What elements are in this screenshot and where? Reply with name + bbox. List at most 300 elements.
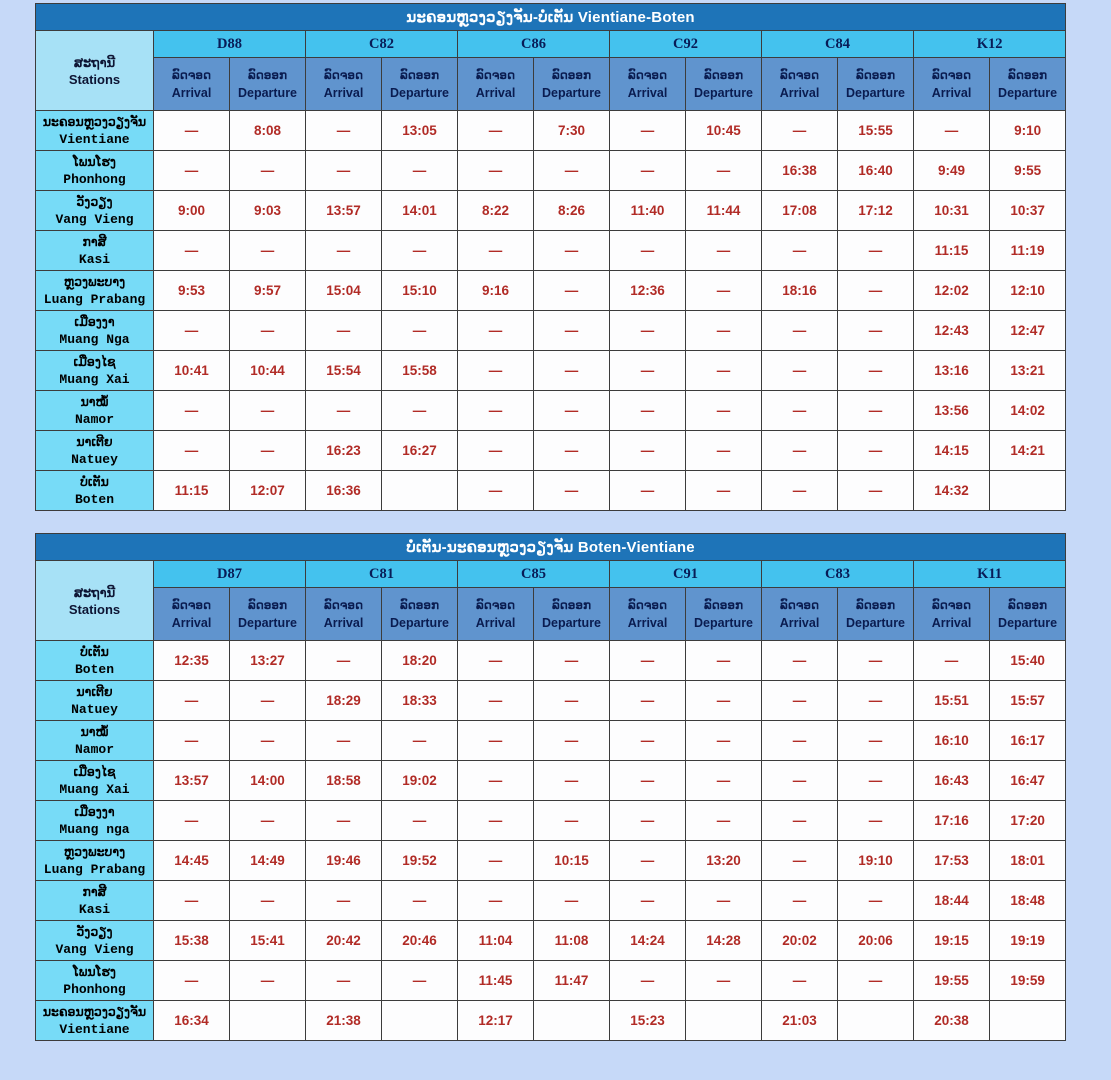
time-cell: — (610, 721, 686, 761)
time-cell: — (762, 431, 838, 471)
arrival-label-lao: ລົດຈອດ (932, 598, 971, 612)
time-cell: 19:15 (914, 921, 990, 961)
stations-column-header (36, 561, 154, 641)
departure-header (534, 588, 610, 641)
time-cell: 12:17 (458, 1001, 534, 1041)
stations-label-lao: ສະຖານີ (73, 54, 116, 70)
station-name-cell (36, 1001, 154, 1041)
arrival-label-english: Arrival (475, 616, 516, 630)
time-cell: 12:47 (990, 311, 1066, 351)
time-cell: — (458, 391, 534, 431)
time-cell: 14:02 (990, 391, 1066, 431)
train-number-header: C81 (306, 561, 458, 588)
arrival-label-english: Arrival (475, 86, 516, 100)
time-cell: — (838, 311, 914, 351)
station-name-lao: ເມືອງໄຊ (73, 764, 116, 779)
time-cell: 19:46 (306, 841, 382, 881)
time-cell: 16:17 (990, 721, 1066, 761)
departure-label-english: Departure (237, 616, 298, 630)
time-cell: — (762, 311, 838, 351)
time-cell: — (762, 841, 838, 881)
station-name-english: Muang Xai (59, 371, 130, 387)
time-cell: — (610, 311, 686, 351)
time-cell: — (306, 961, 382, 1001)
arrival-label-lao: ລົດຈອດ (172, 68, 211, 82)
time-cell: — (230, 151, 306, 191)
station-name-english: Vang Vieng (55, 211, 134, 227)
station-name-cell (36, 151, 154, 191)
time-cell: 17:16 (914, 801, 990, 841)
time-cell: 13:56 (914, 391, 990, 431)
table-title-boten-vientiane: ບໍ່ເຕັນ-ນະຄອນຫຼວງວຽງຈັນ Boten-Vientiane (36, 534, 1066, 561)
time-cell: 9:03 (230, 191, 306, 231)
station-name-lao: ຫຼວງພະບາງ (63, 274, 126, 289)
time-cell: — (306, 721, 382, 761)
time-cell: — (534, 471, 610, 511)
time-cell: 20:02 (762, 921, 838, 961)
time-cell: — (154, 391, 230, 431)
train-number-header: C92 (610, 31, 762, 58)
time-cell: — (686, 681, 762, 721)
time-cell: 13:20 (686, 841, 762, 881)
time-cell: 21:38 (306, 1001, 382, 1041)
time-cell: 16:40 (838, 151, 914, 191)
time-cell: 10:44 (230, 351, 306, 391)
station-name-lao: ໂພນໂຮງ (73, 964, 116, 979)
station-name-lao: ເມືອງໄຊ (73, 354, 116, 369)
time-cell: 9:00 (154, 191, 230, 231)
time-cell: — (458, 111, 534, 151)
time-cell: — (154, 151, 230, 191)
station-name-lao: ເມືອງງາ (74, 314, 115, 329)
station-name-cell (36, 111, 154, 151)
station-name-cell (36, 681, 154, 721)
time-cell: — (458, 761, 534, 801)
time-cell: 13:16 (914, 351, 990, 391)
time-cell: 13:57 (306, 191, 382, 231)
station-name-cell (36, 881, 154, 921)
station-row-muang-xai (36, 761, 1066, 801)
station-row-vang-vieng (36, 191, 1066, 231)
time-cell: — (762, 111, 838, 151)
time-cell: 17:08 (762, 191, 838, 231)
time-cell: 12:43 (914, 311, 990, 351)
arrival-label-english: Arrival (171, 86, 212, 100)
time-cell: — (686, 961, 762, 1001)
time-cell: 8:08 (230, 111, 306, 151)
time-cell: — (230, 311, 306, 351)
time-cell: 15:38 (154, 921, 230, 961)
time-cell: — (458, 431, 534, 471)
station-name-english: Vientiane (59, 1021, 130, 1037)
time-cell: 16:47 (990, 761, 1066, 801)
time-cell: — (762, 721, 838, 761)
time-cell: — (686, 801, 762, 841)
arrival-header (458, 58, 534, 111)
departure-header (686, 588, 762, 641)
arrival-label-lao: ລົດຈອດ (628, 68, 667, 82)
time-cell: — (838, 391, 914, 431)
time-cell: — (534, 431, 610, 471)
station-name-english: Phonhong (63, 171, 126, 187)
station-name-english: Boten (74, 491, 114, 507)
time-cell: 11:47 (534, 961, 610, 1001)
time-cell: — (534, 351, 610, 391)
time-cell: 16:36 (306, 471, 382, 511)
time-cell: 19:59 (990, 961, 1066, 1001)
station-name-lao: ນະຄອນຫຼວງວຽງຈັນ (42, 1004, 147, 1019)
time-cell: — (610, 801, 686, 841)
time-cell: — (230, 681, 306, 721)
time-cell: — (610, 961, 686, 1001)
time-cell: 9:16 (458, 271, 534, 311)
station-row-vang-vieng (36, 921, 1066, 961)
arrival-label-english: Arrival (931, 86, 972, 100)
departure-header (990, 58, 1066, 111)
timetable-boten-vientiane (35, 533, 1066, 1041)
time-cell: 16:10 (914, 721, 990, 761)
time-cell: 7:30 (534, 111, 610, 151)
time-cell (686, 1001, 762, 1041)
time-cell: 15:23 (610, 1001, 686, 1041)
station-name-cell (36, 761, 154, 801)
arrival-label-lao: ລົດຈອດ (476, 598, 515, 612)
time-cell: 18:48 (990, 881, 1066, 921)
train-number-header: C85 (458, 561, 610, 588)
station-name-cell (36, 471, 154, 511)
train-number-header: C83 (762, 561, 914, 588)
time-cell: — (838, 721, 914, 761)
time-cell: 11:45 (458, 961, 534, 1001)
table-title-vientiane-boten: ນະຄອນຫຼວງວຽງຈັນ-ບໍ່ເຕັນ Vientiane-Boten (36, 4, 1066, 31)
time-cell: 12:07 (230, 471, 306, 511)
time-cell: 18:58 (306, 761, 382, 801)
station-name-english: Muang Xai (59, 781, 130, 797)
time-cell: 20:46 (382, 921, 458, 961)
time-cell: 13:27 (230, 641, 306, 681)
time-cell: 13:21 (990, 351, 1066, 391)
time-cell: — (230, 881, 306, 921)
arrival-label-english: Arrival (323, 616, 364, 630)
station-row-natuey (36, 431, 1066, 471)
train-number-header: C91 (610, 561, 762, 588)
train-number-header: K11 (914, 561, 1066, 588)
station-name-lao: ນາໝໍ້ (80, 724, 109, 739)
time-cell: — (382, 311, 458, 351)
time-cell (990, 1001, 1066, 1041)
time-cell: — (154, 801, 230, 841)
time-cell: — (534, 271, 610, 311)
time-cell: — (838, 761, 914, 801)
time-cell: — (306, 801, 382, 841)
station-name-cell (36, 641, 154, 681)
departure-header (382, 58, 458, 111)
time-cell: 17:20 (990, 801, 1066, 841)
time-cell: — (534, 881, 610, 921)
time-cell: — (534, 721, 610, 761)
time-cell: 16:34 (154, 1001, 230, 1041)
time-cell: 12:10 (990, 271, 1066, 311)
time-cell: 15:04 (306, 271, 382, 311)
time-cell: — (306, 391, 382, 431)
station-name-lao: ເມືອງງາ (74, 804, 115, 819)
station-name-english: Boten (74, 661, 114, 677)
time-cell: 9:57 (230, 271, 306, 311)
time-cell: 18:33 (382, 681, 458, 721)
time-cell: 11:04 (458, 921, 534, 961)
time-cell: 10:31 (914, 191, 990, 231)
station-row-boten (36, 641, 1066, 681)
departure-header (990, 588, 1066, 641)
stations-label-english: Stations (68, 601, 121, 617)
time-cell: 20:42 (306, 921, 382, 961)
time-cell: — (154, 231, 230, 271)
time-cell: 21:03 (762, 1001, 838, 1041)
time-cell: 15:58 (382, 351, 458, 391)
departure-label-lao: ລົດອອກ (551, 68, 592, 82)
time-cell: — (230, 231, 306, 271)
arrival-header (306, 58, 382, 111)
departure-label-english: Departure (237, 86, 298, 100)
time-cell: — (838, 431, 914, 471)
time-cell: — (914, 111, 990, 151)
time-cell: 8:26 (534, 191, 610, 231)
time-cell: 10:37 (990, 191, 1066, 231)
time-cell: — (534, 391, 610, 431)
station-name-cell (36, 921, 154, 961)
station-name-lao: ນາເຕີຍ (76, 434, 113, 449)
station-row-kasi (36, 881, 1066, 921)
arrival-label-english: Arrival (931, 616, 972, 630)
station-name-english: Namor (74, 411, 114, 427)
time-cell (230, 1001, 306, 1041)
time-cell: — (762, 881, 838, 921)
arrival-label-english: Arrival (627, 86, 668, 100)
station-name-english: Vang Vieng (55, 941, 134, 957)
station-row-boten (36, 471, 1066, 511)
time-cell: 11:08 (534, 921, 610, 961)
time-cell: 16:43 (914, 761, 990, 801)
time-cell: — (458, 151, 534, 191)
time-cell: — (382, 721, 458, 761)
time-cell: 20:06 (838, 921, 914, 961)
time-cell: 15:54 (306, 351, 382, 391)
time-cell: 10:45 (686, 111, 762, 151)
station-name-english: Natuey (71, 451, 118, 467)
departure-label-lao: ລົດອອກ (551, 598, 592, 612)
station-row-namor (36, 391, 1066, 431)
train-number-header: K12 (914, 31, 1066, 58)
time-cell: — (610, 641, 686, 681)
arrival-header (914, 58, 990, 111)
time-cell: 16:27 (382, 431, 458, 471)
arrival-header (610, 58, 686, 111)
time-cell: 9:55 (990, 151, 1066, 191)
departure-label-lao: ລົດອອກ (703, 68, 744, 82)
departure-label-lao: ລົດອອກ (855, 68, 896, 82)
time-cell: — (762, 641, 838, 681)
time-cell: — (154, 961, 230, 1001)
time-cell: — (458, 471, 534, 511)
time-cell: 13:57 (154, 761, 230, 801)
time-cell: — (686, 151, 762, 191)
arrival-header (610, 588, 686, 641)
time-cell: 20:38 (914, 1001, 990, 1041)
time-cell: — (230, 391, 306, 431)
time-cell: — (154, 681, 230, 721)
time-cell: — (838, 881, 914, 921)
time-cell: — (762, 681, 838, 721)
time-cell: — (838, 961, 914, 1001)
time-cell: — (458, 351, 534, 391)
stations-label-english: Stations (68, 71, 121, 87)
time-cell: 18:29 (306, 681, 382, 721)
time-cell: 18:16 (762, 271, 838, 311)
time-cell: — (762, 761, 838, 801)
station-name-english: Phonhong (63, 981, 126, 997)
arrival-label-lao: ລົດຈອດ (172, 598, 211, 612)
station-name-cell (36, 231, 154, 271)
departure-header (382, 588, 458, 641)
station-name-lao: ບໍ່ເຕັນ (80, 474, 109, 489)
departure-label-lao: ລົດອອກ (703, 598, 744, 612)
time-cell: — (610, 111, 686, 151)
station-name-lao: ນາໝໍ້ (80, 394, 109, 409)
time-cell: — (838, 801, 914, 841)
station-name-english: Luang Prabang (43, 291, 146, 307)
station-name-english: Muang Nga (59, 331, 130, 347)
time-cell: — (306, 311, 382, 351)
time-cell: — (382, 801, 458, 841)
station-name-lao: ນະຄອນຫຼວງວຽງຈັນ (42, 114, 147, 129)
arrival-label-lao: ລົດຈອດ (476, 68, 515, 82)
departure-label-lao: ລົດອອກ (855, 598, 896, 612)
station-name-cell (36, 801, 154, 841)
station-row-muang-xai (36, 351, 1066, 391)
time-cell: 14:49 (230, 841, 306, 881)
time-cell: — (154, 431, 230, 471)
time-cell: — (154, 721, 230, 761)
departure-header (838, 588, 914, 641)
time-cell: — (686, 231, 762, 271)
station-row-namor (36, 721, 1066, 761)
station-name-lao: ນາເຕີຍ (76, 684, 113, 699)
station-row-luang-prabang (36, 841, 1066, 881)
time-cell: 15:55 (838, 111, 914, 151)
departure-label-lao: ລົດອອກ (399, 598, 440, 612)
time-cell: 19:55 (914, 961, 990, 1001)
arrival-header (914, 588, 990, 641)
station-row-muang-nga (36, 801, 1066, 841)
time-cell: — (306, 881, 382, 921)
stations-label-lao: ສະຖານີ (73, 584, 116, 600)
time-cell: — (610, 881, 686, 921)
time-cell: — (458, 721, 534, 761)
time-cell (382, 1001, 458, 1041)
time-cell: — (534, 801, 610, 841)
time-cell: — (382, 231, 458, 271)
time-cell: — (458, 641, 534, 681)
time-cell: — (458, 801, 534, 841)
time-cell: — (838, 641, 914, 681)
time-cell: — (306, 111, 382, 151)
time-cell (534, 1001, 610, 1041)
station-name-lao: ວັງວຽງ (76, 924, 113, 939)
station-row-muang-nga (36, 311, 1066, 351)
arrival-label-english: Arrival (779, 86, 820, 100)
time-cell: — (382, 391, 458, 431)
time-cell: — (230, 431, 306, 471)
departure-label-english: Departure (389, 86, 450, 100)
time-cell: 9:10 (990, 111, 1066, 151)
departure-header (230, 58, 306, 111)
time-cell: — (382, 881, 458, 921)
station-row-natuey (36, 681, 1066, 721)
departure-label-english: Departure (845, 616, 906, 630)
time-cell: — (458, 311, 534, 351)
time-cell: — (458, 881, 534, 921)
time-cell: — (306, 151, 382, 191)
time-cell: 19:52 (382, 841, 458, 881)
departure-label-english: Departure (693, 616, 754, 630)
time-cell: 12:36 (610, 271, 686, 311)
station-name-lao: ວັງວຽງ (76, 194, 113, 209)
arrival-header (762, 588, 838, 641)
time-cell: — (838, 231, 914, 271)
time-cell: — (762, 801, 838, 841)
time-cell: 17:53 (914, 841, 990, 881)
time-cell: 12:35 (154, 641, 230, 681)
timetable-vientiane-boten (35, 3, 1066, 511)
time-cell: — (534, 231, 610, 271)
time-cell: — (686, 471, 762, 511)
time-cell: — (458, 681, 534, 721)
time-cell: — (686, 271, 762, 311)
time-cell: 14:24 (610, 921, 686, 961)
time-cell: 12:02 (914, 271, 990, 311)
time-cell: — (610, 431, 686, 471)
arrival-label-lao: ລົດຈອດ (324, 68, 363, 82)
station-name-english: Luang Prabang (43, 861, 146, 877)
station-name-english: Namor (74, 741, 114, 757)
time-cell: — (914, 641, 990, 681)
time-cell: 18:20 (382, 641, 458, 681)
arrival-header (154, 58, 230, 111)
time-cell: 11:15 (914, 231, 990, 271)
arrival-label-english: Arrival (779, 616, 820, 630)
time-cell: — (230, 801, 306, 841)
time-cell: 14:45 (154, 841, 230, 881)
station-name-cell (36, 431, 154, 471)
time-cell: — (306, 231, 382, 271)
time-cell: — (154, 881, 230, 921)
station-name-lao: ກາສີ (82, 234, 107, 249)
time-cell: — (534, 151, 610, 191)
departure-label-english: Departure (389, 616, 450, 630)
time-cell: 14:28 (686, 921, 762, 961)
time-cell (838, 1001, 914, 1041)
station-name-english: Kasi (78, 251, 111, 267)
time-cell: — (534, 311, 610, 351)
time-cell: 11:40 (610, 191, 686, 231)
time-cell: — (686, 881, 762, 921)
time-cell: — (686, 311, 762, 351)
time-cell: — (686, 431, 762, 471)
time-cell: 14:32 (914, 471, 990, 511)
station-name-english: Kasi (78, 901, 111, 917)
train-number-header: C86 (458, 31, 610, 58)
station-row-phonhong (36, 961, 1066, 1001)
